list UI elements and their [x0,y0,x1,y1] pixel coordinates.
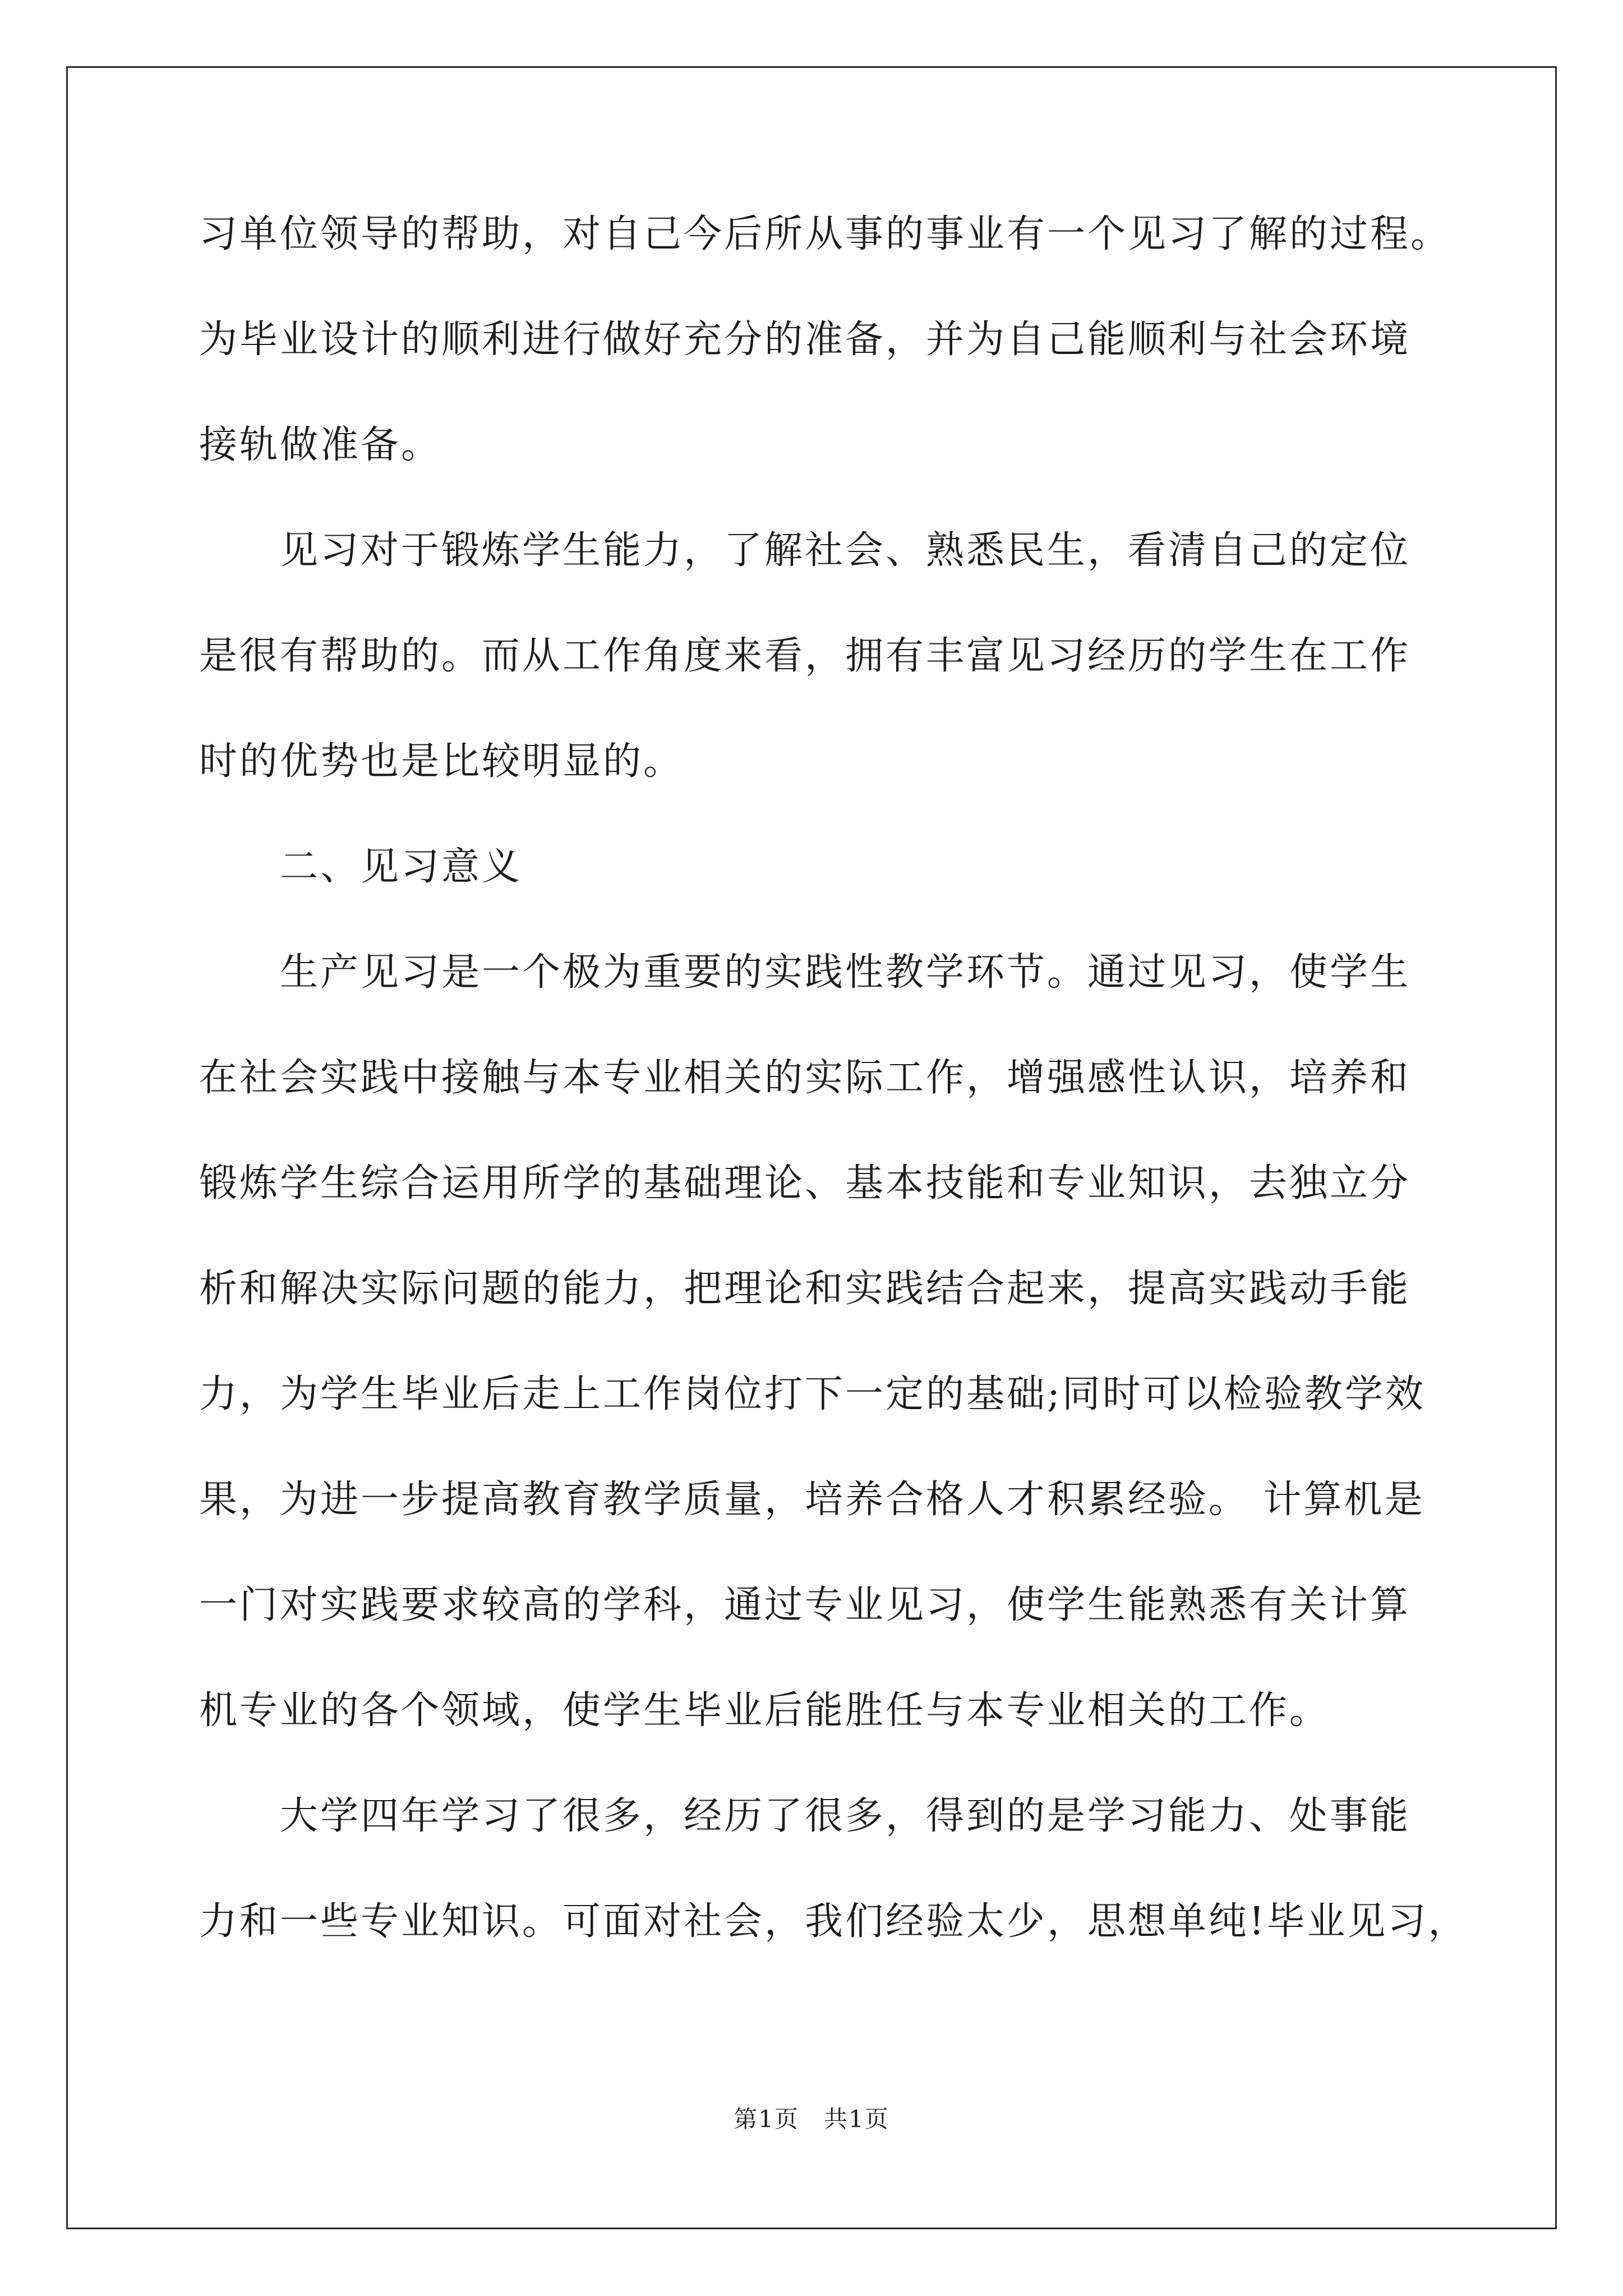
body-line: 一门对实践要求较高的学科，通过专业见习，使学生能熟悉有关计算 [199,1583,1411,1627]
body-line: 接轨做准备。 [199,423,442,467]
page-number-footer: 第1页 共1页 [734,2105,889,2133]
body-line: 是很有帮助的。而从工作角度来看，拥有丰富见习经历的学生在工作 [199,634,1411,678]
body-line: 见习对于锻炼学生能力，了解社会、熟悉民生，看清自己的定位 [199,528,1411,573]
body-line: 析和解决实际问题的能力，把理论和实践结合起来，提高实践动手能 [199,1267,1411,1311]
body-line: 果，为进一步提高教育教学质量，培养合格人才积累经验。 计算机是 [199,1478,1425,1522]
section-heading: 二、见习意义 [199,845,523,889]
body-line: 习单位领导的帮助，对自己今后所从事的事业有一个见习了解的过程。 [199,212,1451,256]
body-line: 在社会实践中接触与本专业相关的实际工作，增强感性认识，培养和 [199,1056,1411,1100]
body-line: 力和一些专业知识。可面对社会，我们经验太少，思想单纯!毕业见习， [199,1899,1469,1944]
body-line: 力，为学生毕业后走上工作岗位打下一定的基础;同时可以检验教学效 [199,1372,1426,1416]
body-line: 生产见习是一个极为重要的实践性教学环节。通过见习，使学生 [199,950,1411,995]
body-line: 大学四年学习了很多，经历了很多，得到的是学习能力、处事能 [199,1794,1411,1838]
body-line: 锻炼学生综合运用所学的基础理论、基本技能和专业知识，去独立分 [199,1161,1411,1205]
body-line: 机专业的各个领域，使学生毕业后能胜任与本专业相关的工作。 [199,1688,1330,1733]
body-line: 为毕业设计的顺利进行做好充分的准备，并为自己能顺利与社会环境 [199,318,1411,362]
body-line: 时的优势也是比较明显的。 [199,739,684,784]
